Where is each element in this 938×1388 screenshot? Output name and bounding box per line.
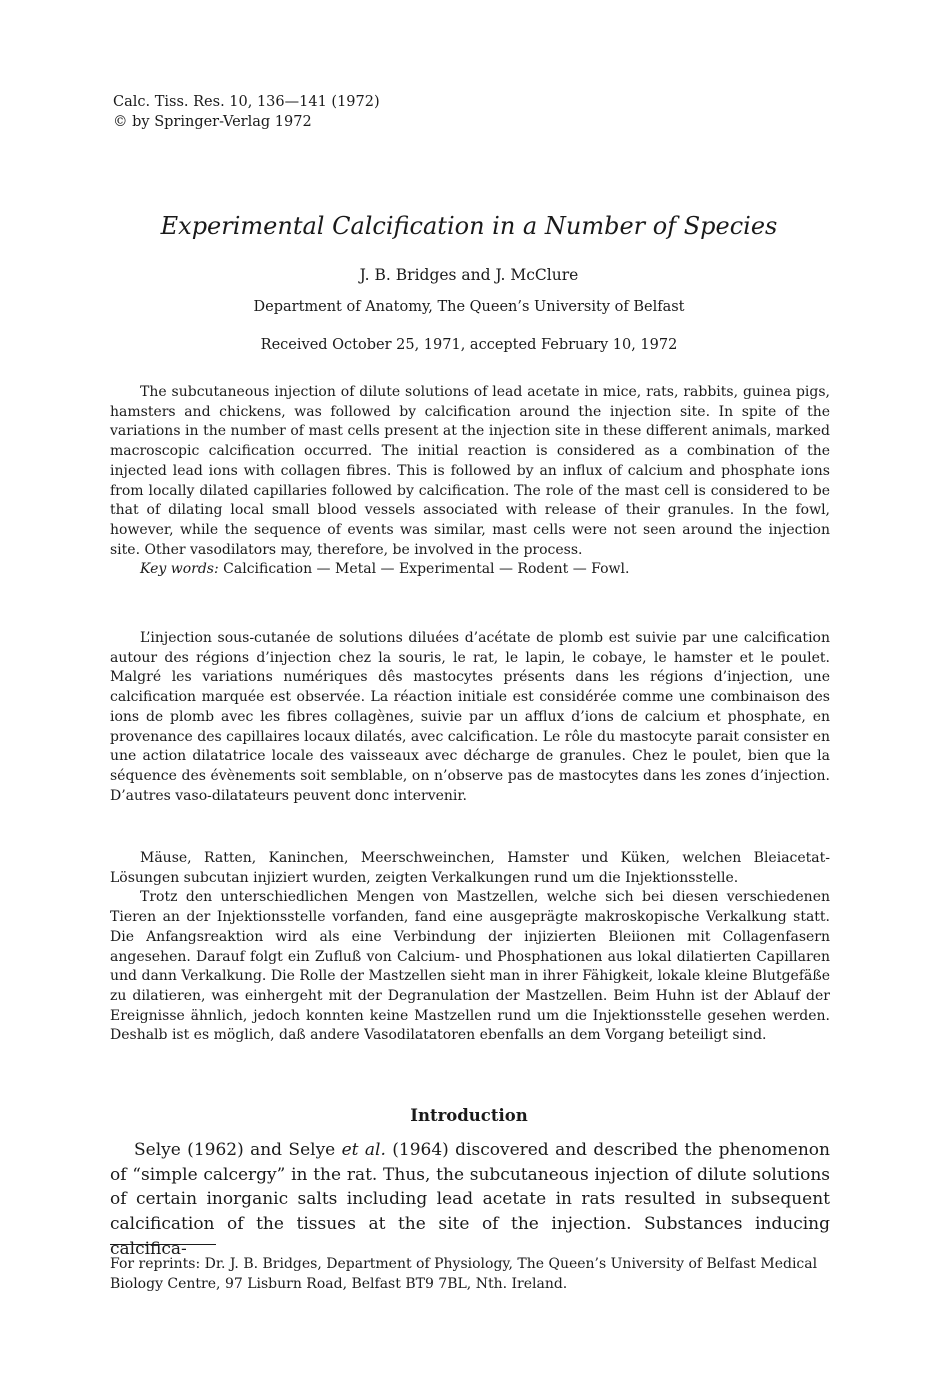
- abstract-german-text-1: Mäuse, Ratten, Kaninchen, Meerschweinchen, Hamster und Küken, welchen Bleiacetat-Lösungen subcutan injiziert wurden, zeigten Verkalkungen rund um die Injektionsstelle.: [110, 850, 830, 886]
- abstract-german-text-2: Trotz den unterschiedlichen Mengen von Mastzellen, welche sich bei diesen verschiedenen Tieren an der Injektionsstelle vorfanden, fand eine ausgeprägte makroskopische Verkalkung statt. Die Anfangsreaktion wird als eine Verbindung der injizierten Bleiionen mit Collagenfasern angesehen. Darauf folgt ein Zufluß von Calcium- und Phosphationen aus lokal dilatierten Capillaren und dann Verkalkung. Die Rolle der Mastzellen sieht man in ihrer Fähigkeit, lokale kleine Blutgefäße zu dilatieren, was einhergeht mit der Degranulation der Mastzellen. Beim Huhn ist der Ablauf der Ereignisse ähnlich, jedoch konnten keine Mastzellen rund um die Injektionsstelle gesehen werden. Deshalb ist es möglich, daß andere Vasodilatatoren ebenfalls an dem Vorgang beteiligt sind.: [110, 889, 830, 1044]
- affiliation: Department of Anatomy, The Queen’s University of Belfast: [253, 299, 685, 315]
- intro-et-al: et al.: [341, 1140, 386, 1160]
- abstract-english-text: The subcutaneous injection of dilute solutions of lead acetate in mice, rats, rabbits, guinea pigs, hamsters and chickens, was followed by calcification around the injection site. In spite of the variations in the number of mast cells present at the injection site in these different animals, marked macroscopic calcification occurred. The initial reaction is considered as a combination of the injected lead ions with collagen fibres. This is followed by an influx of calcium and phosphate ions from locally dilated capillaries followed by calcification. The role of the mast cell is considered to be that of dilating local small blood vessels associated with release of their granules. In the fowl, however, while the sequence of events was similar, mast cells were not seen around the injection site. Other vasodilators may, therefore, be involved in the process.: [110, 384, 830, 558]
- abstract-english: [110, 383, 830, 580]
- abstract-french-text: L’injection sous-cutanée de solutions diluées d’acétate de plomb est suivie par une calcification autour des régions d’injection chez la souris, le rat, le lapin, le cobaye, le hamster et le poulet. Malgré les variations numériques dês mastocytes présents dans les régions d’injection, une calcification marquée est observée. La réaction initiale est considérée comme une combinaison des ions de plomb avec les fibres collagènes, suivie par un afflux d’ions de calcium et phosphate, en provenance des capillaires locaux dilatés, avec calcification. Le rôle du mastocyte parait consister en une action dilatatrice locale des vaisseaux avec décharge de granules. Chez le poulet, bien que la séquence des évènements soit semblable, on n’observe pas de mastocytes dans les zones d’injection. D’autres vaso-dilatateurs peuvent donc intervenir.: [110, 630, 830, 804]
- abstract-german: [110, 849, 830, 1046]
- intro-text-1: Selye (1962) and Selye: [134, 1140, 342, 1160]
- footnote-rule: [110, 1244, 216, 1245]
- paper-title: Experimental Calcification in a Number of Species: [160, 212, 778, 240]
- copyright-line: © by Springer-Verlag 1972: [113, 114, 312, 130]
- keywords-text: Calcification — Metal — Experimental — Rodent — Fowl.: [218, 561, 630, 578]
- keywords-label: Key words:: [140, 561, 219, 578]
- journal-citation: Calc. Tiss. Res. 10, 136—141 (1972): [113, 94, 380, 110]
- intro-text-2: (1964) discovered and described the phenomenon of “simple calcergy” in the rat. Thus, the subcutaneous injection of dilute solutions of certain inorganic salts including lead acetate in rats resulted in subsequent calcification of the tissues at the site of the injection. Substances inducing calcifica-: [110, 1140, 830, 1259]
- authors: J. B. Bridges and J. McClure: [359, 266, 579, 284]
- received-date: Received October 25, 1971, accepted February 10, 1972: [260, 337, 678, 353]
- introduction-paragraph: [110, 1138, 830, 1262]
- citation: [113, 92, 380, 132]
- introduction-heading: Introduction: [410, 1106, 528, 1125]
- abstract-french: [110, 629, 830, 806]
- keywords: [110, 560, 830, 580]
- footnote: For reprints: Dr. J. B. Bridges, Department of Physiology, The Queen’s University of Belfast Medical Biology Centre, 97 Lisburn Road, Belfast BT9 7BL, Nth. Ireland.: [110, 1256, 818, 1292]
